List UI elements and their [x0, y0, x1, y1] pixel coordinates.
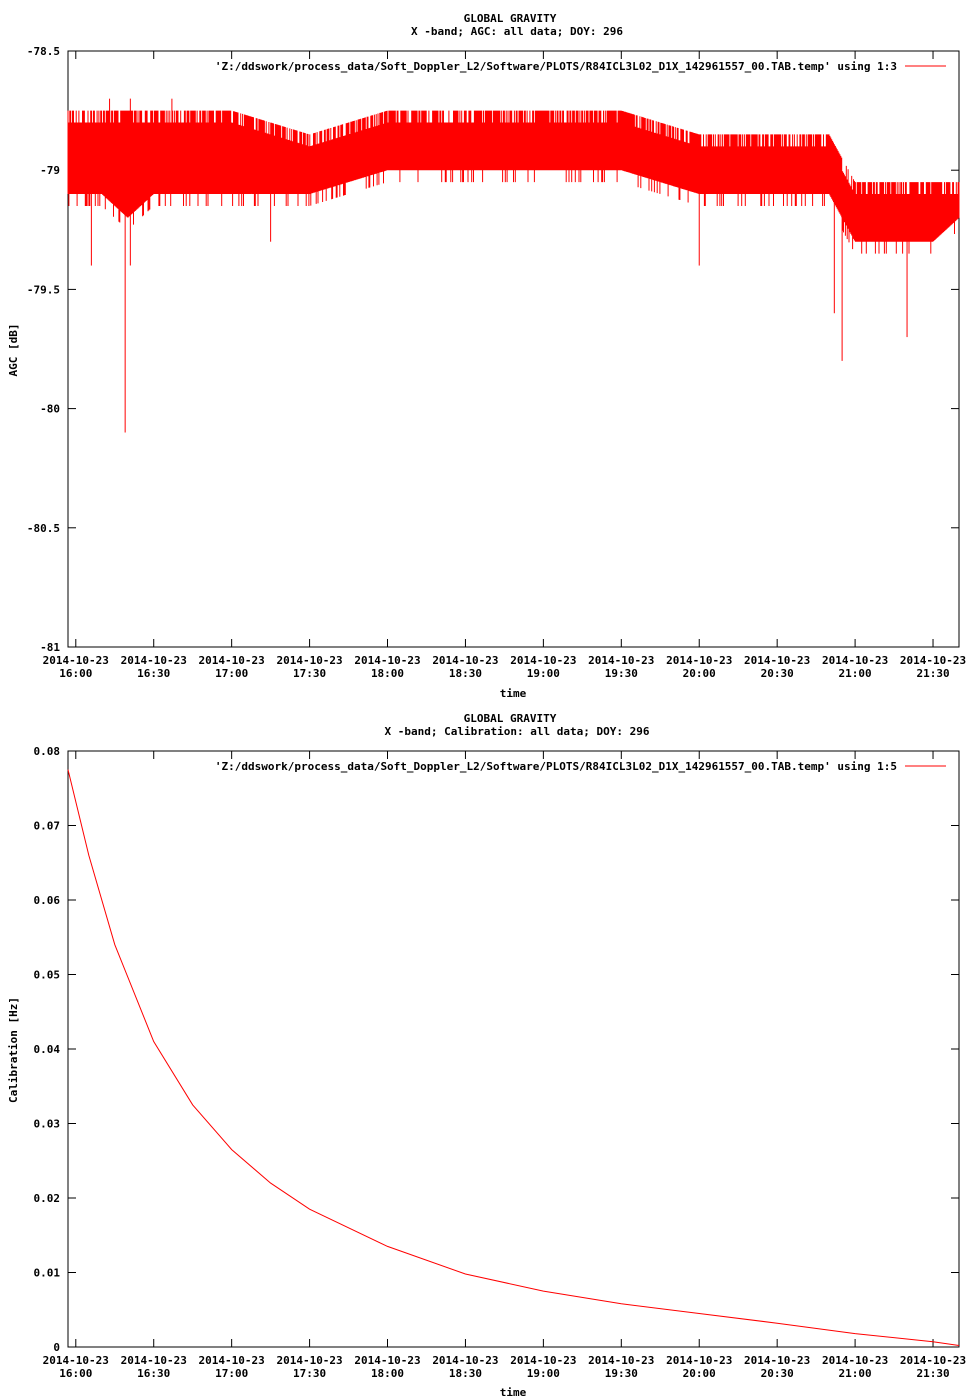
x-tick-label-time: 19:30 [604, 1367, 638, 1380]
x-tick-label-time: 17:00 [215, 667, 249, 680]
y-tick-label: 0.03 [33, 1117, 60, 1131]
y-tick-label: 0 [53, 1341, 60, 1354]
x-tick-label-time: 20:00 [682, 1367, 716, 1380]
agc-series-band [68, 111, 959, 254]
y-tick-label: 0.02 [33, 1192, 60, 1205]
agc-legend-label: 'Z:/ddswork/process_data/Soft_Doppler_L2/Software/PLOTS/R84ICL3L02_D1X_142961557_00.TAB.temp' using 1:3 [214, 60, 897, 73]
x-tick-label-date: 2014-10-23 [198, 654, 265, 667]
calibration-y-axis-label: Calibration [Hz] [7, 997, 20, 1103]
x-tick-label-time: 19:30 [604, 667, 638, 680]
x-tick-label-time: 17:30 [293, 667, 327, 680]
x-tick-label-time: 21:00 [838, 667, 872, 680]
x-tick-label-date: 2014-10-23 [198, 1354, 265, 1367]
x-tick-label-date: 2014-10-23 [666, 1354, 733, 1367]
calibration-x-axis [43, 751, 966, 1380]
x-tick-label-time: 17:00 [215, 1367, 249, 1380]
x-tick-label-date: 2014-10-23 [821, 654, 889, 667]
y-tick-label: 0.07 [33, 819, 60, 833]
y-tick-label: 0.01 [33, 1266, 60, 1280]
calibration-plot-frame [68, 751, 959, 1347]
x-tick-label-time: 21:30 [916, 1367, 950, 1380]
x-tick-label-time: 19:00 [526, 1367, 560, 1380]
x-tick-label-time: 20:30 [760, 1367, 794, 1380]
x-tick-label-time: 18:00 [370, 667, 405, 680]
x-tick-label-time: 20:00 [682, 667, 716, 680]
x-tick-label-date: 2014-10-23 [354, 1354, 421, 1367]
x-tick-label-date: 2014-10-23 [120, 654, 187, 667]
y-tick-label: -79.5 [26, 283, 60, 297]
agc-chart-subtitle: X -band; AGC: all data; DOY: 296 [411, 25, 623, 38]
x-tick-label-date: 2014-10-23 [510, 654, 577, 667]
x-tick-label-date: 2014-10-23 [899, 1354, 967, 1367]
agc-chart-title: GLOBAL GRAVITY [463, 12, 557, 25]
calibration-x-axis-label: time [499, 1386, 527, 1399]
x-tick-label-date: 2014-10-23 [821, 1354, 889, 1367]
agc-chart [7, 12, 966, 700]
calibration-legend-label: 'Z:/ddswork/process_data/Soft_Doppler_L2/Software/PLOTS/R84ICL3L02_D1X_142961557_00.TAB.temp' using 1:5 [214, 760, 897, 773]
x-tick-label-date: 2014-10-23 [276, 1354, 343, 1367]
agc-range-band [68, 111, 959, 254]
calibration-y-axis [34, 745, 960, 1354]
x-tick-label-date: 2014-10-23 [744, 654, 811, 667]
y-tick-label: -81 [40, 641, 60, 654]
x-tick-label-time: 16:00 [59, 667, 93, 680]
x-tick-label-time: 18:00 [370, 1367, 405, 1380]
calibration-series-line [68, 770, 959, 1346]
x-tick-label-date: 2014-10-23 [354, 654, 421, 667]
x-tick-label-date: 2014-10-23 [42, 654, 109, 667]
x-tick-label-date: 2014-10-23 [120, 1354, 187, 1367]
y-tick-label: 0.05 [33, 968, 60, 982]
x-tick-label-date: 2014-10-23 [510, 1354, 577, 1367]
x-tick-label-time: 21:30 [916, 667, 950, 680]
x-tick-label-time: 16:30 [137, 1367, 171, 1380]
y-tick-label: 0.08 [33, 745, 60, 758]
x-tick-label-time: 16:30 [137, 667, 171, 680]
x-tick-label-date: 2014-10-23 [666, 654, 733, 667]
y-tick-label: -79 [40, 164, 60, 178]
y-tick-label: 0.06 [33, 894, 60, 907]
x-tick-label-date: 2014-10-23 [744, 1354, 811, 1367]
x-tick-label-time: 16:00 [59, 1367, 93, 1380]
x-tick-label-date: 2014-10-23 [588, 654, 655, 667]
x-tick-label-date: 2014-10-23 [432, 654, 499, 667]
x-tick-label-date: 2014-10-23 [276, 654, 343, 667]
x-tick-label-time: 18:30 [448, 1367, 483, 1380]
x-tick-label-date: 2014-10-23 [42, 1354, 109, 1367]
calibration-chart-title: GLOBAL GRAVITY [463, 712, 557, 725]
x-tick-label-date: 2014-10-23 [432, 1354, 499, 1367]
x-tick-label-time: 18:30 [448, 667, 483, 680]
y-tick-label: -78.5 [26, 45, 60, 58]
agc-x-axis-label: time [499, 687, 527, 700]
x-tick-label-time: 21:00 [838, 1367, 872, 1380]
calibration-chart-subtitle: X -band; Calibration: all data; DOY: 296 [384, 725, 650, 738]
y-tick-label: -80.5 [26, 521, 60, 535]
y-tick-label: -80 [40, 402, 60, 416]
x-tick-label-time: 19:00 [526, 667, 560, 680]
x-tick-label-date: 2014-10-23 [588, 1354, 655, 1367]
calibration-chart [7, 712, 966, 1399]
x-tick-label-time: 17:30 [293, 1367, 327, 1380]
agc-y-axis-label: AGC [dB] [7, 323, 20, 377]
x-tick-label-time: 20:30 [760, 667, 794, 680]
x-tick-label-date: 2014-10-23 [899, 654, 967, 667]
y-tick-label: 0.04 [33, 1043, 60, 1056]
